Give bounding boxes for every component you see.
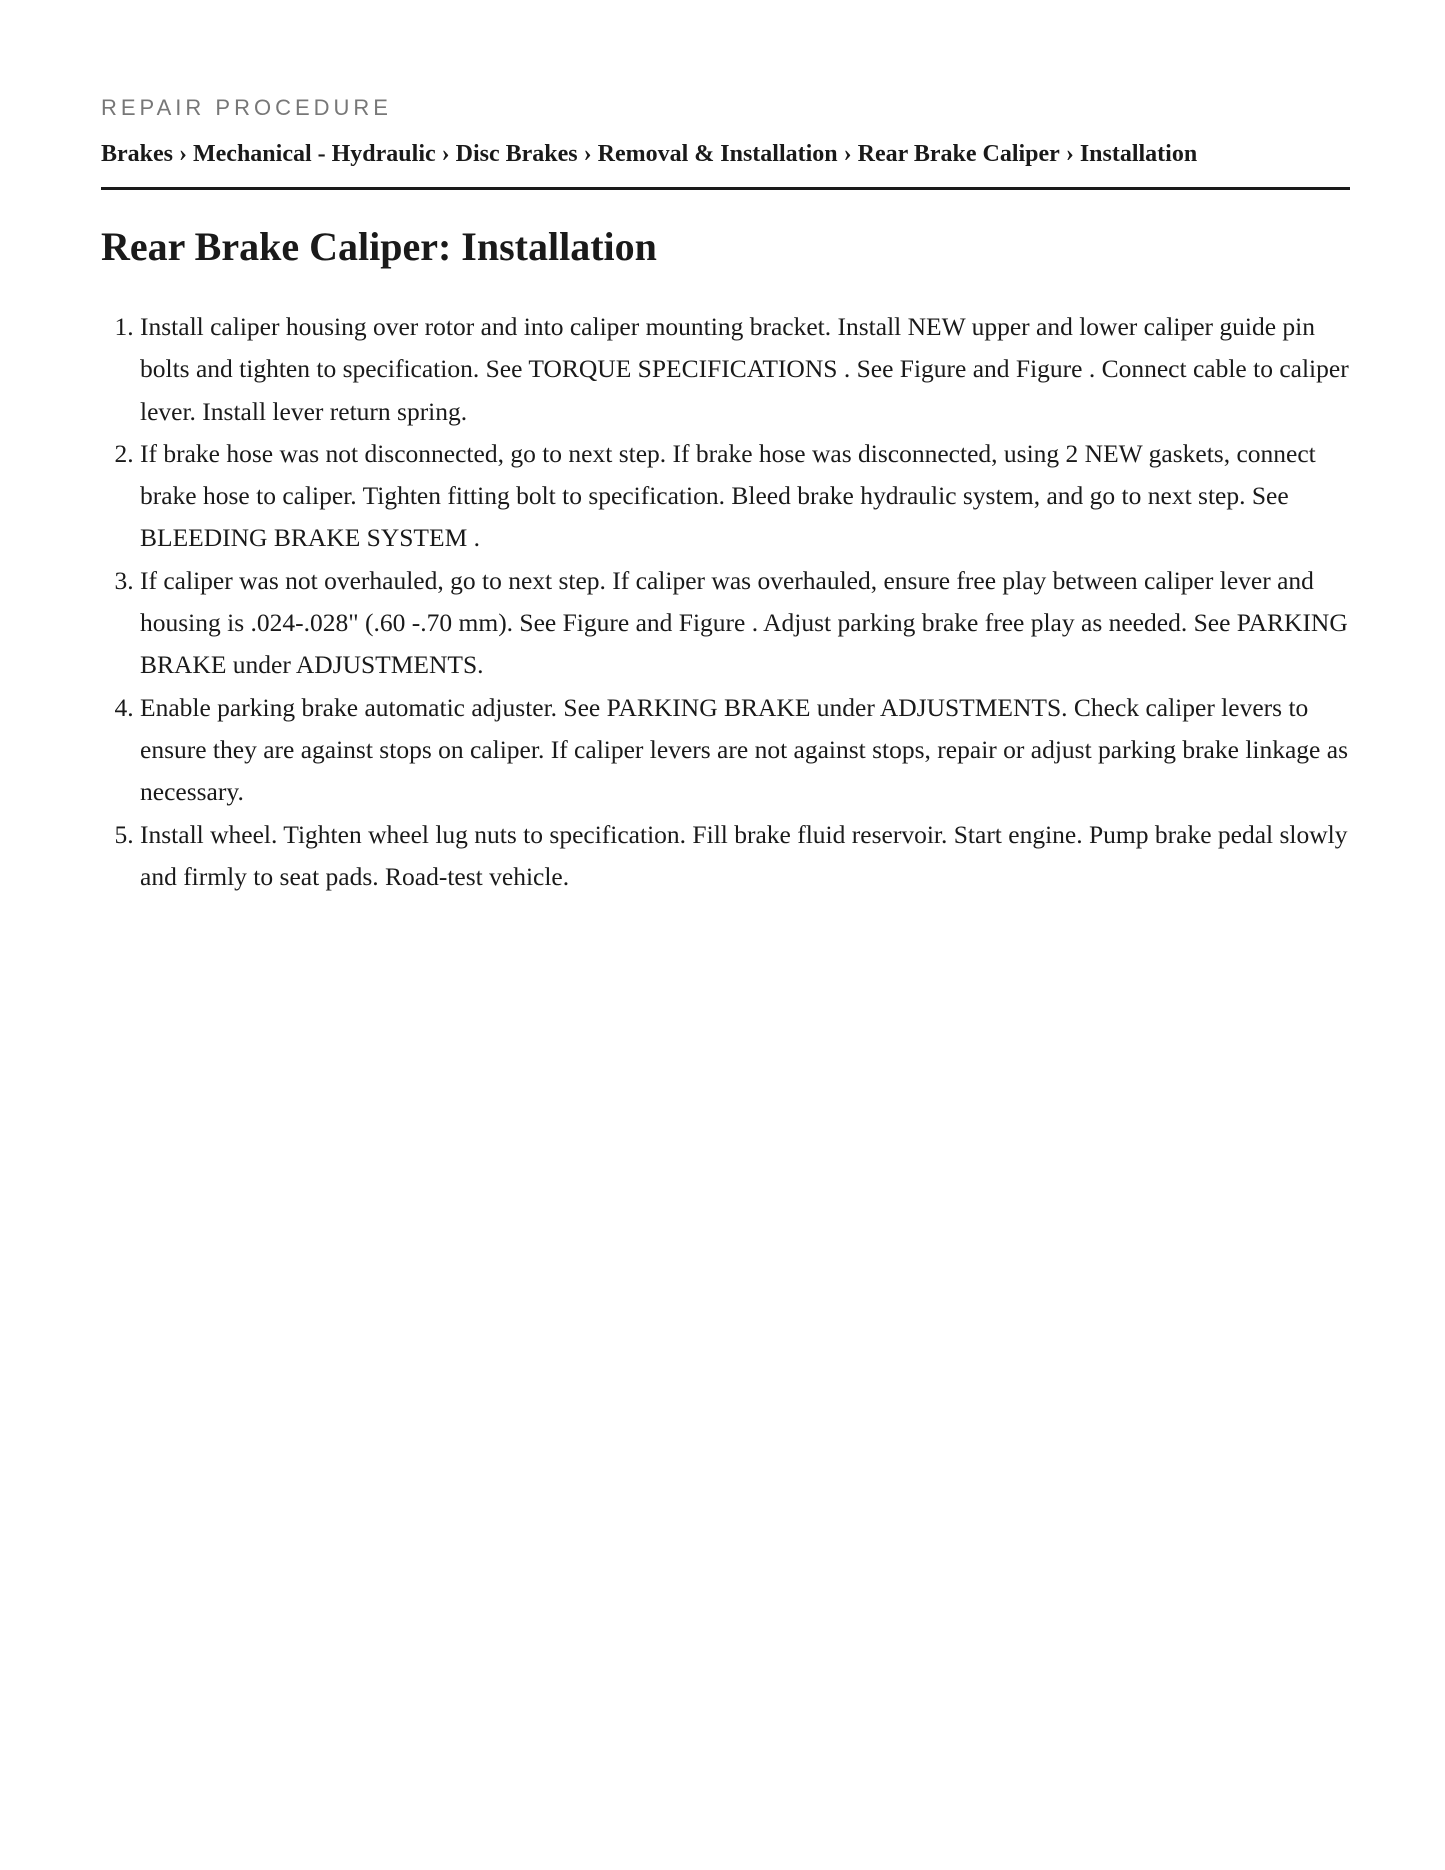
breadcrumb-item-disc-brakes[interactable]: Disc Brakes <box>455 141 578 167</box>
breadcrumb-item-installation: Installation <box>1079 141 1198 167</box>
breadcrumb-item-rear-brake-caliper[interactable]: Rear Brake Caliper <box>857 141 1060 167</box>
document-page <box>101 93 1350 898</box>
breadcrumb-item-brakes[interactable]: Brakes <box>101 141 173 167</box>
breadcrumb-item-removal-installation[interactable]: Removal & Installation <box>597 141 838 167</box>
breadcrumb-separator: › <box>583 141 592 167</box>
procedure-step-4: 4. Enable parking brake automatic adjuster. See PARKING BRAKE under ADJUSTMENTS. Check caliper levers to ensure they are against stops on caliper. If caliper levers are not against stops, repair or adjust parking brake linkage as necessary. <box>140 687 1350 814</box>
breadcrumb-separator: › <box>441 141 450 167</box>
procedure-step-5: 5. Install wheel. Tighten wheel lug nuts to specification. Fill brake fluid reservoir. Start engine. Pump brake pedal slowly and firmly to seat pads. Road-test vehicle. <box>140 814 1350 899</box>
breadcrumb-separator: › <box>179 141 187 167</box>
breadcrumb-item-mechanical-hydraulic[interactable]: Mechanical - Hydraulic <box>193 141 436 167</box>
procedure-step-2: 2. If brake hose was not disconnected, go to next step. If brake hose was disconnected, using 2 NEW gaskets, connect brake hose to caliper. Tighten fitting bolt to specification. Bleed brake hydraulic system, and go to next step. See BLEEDING BRAKE SYSTEM . <box>140 433 1350 560</box>
procedure-steps <box>101 306 1350 898</box>
page-title: Rear Brake Caliper: Installation <box>101 224 657 269</box>
breadcrumb-separator: › <box>843 141 852 167</box>
procedure-step-3: 3. If caliper was not overhauled, go to next step. If caliper was overhauled, ensure free play between caliper lever and housing is .024-.028" (.60 -.70 mm). See Figure and Figure . Adjust parking brake free play as needed. See PARKING BRAKE under ADJUSTMENTS. <box>140 560 1350 687</box>
procedure-step-1: 1. Install caliper housing over rotor and into caliper mounting bracket. Install NEW upper and lower caliper guide pin bolts and tighten to specification. See TORQUE SPECIFICATIONS . See Figure and Figure . Connect cable to caliper lever. Install lever return spring. <box>140 306 1350 433</box>
breadcrumb <box>101 139 1350 190</box>
breadcrumb-separator: › <box>1065 141 1074 167</box>
section-kicker: REPAIR PROCEDURE <box>101 95 392 120</box>
